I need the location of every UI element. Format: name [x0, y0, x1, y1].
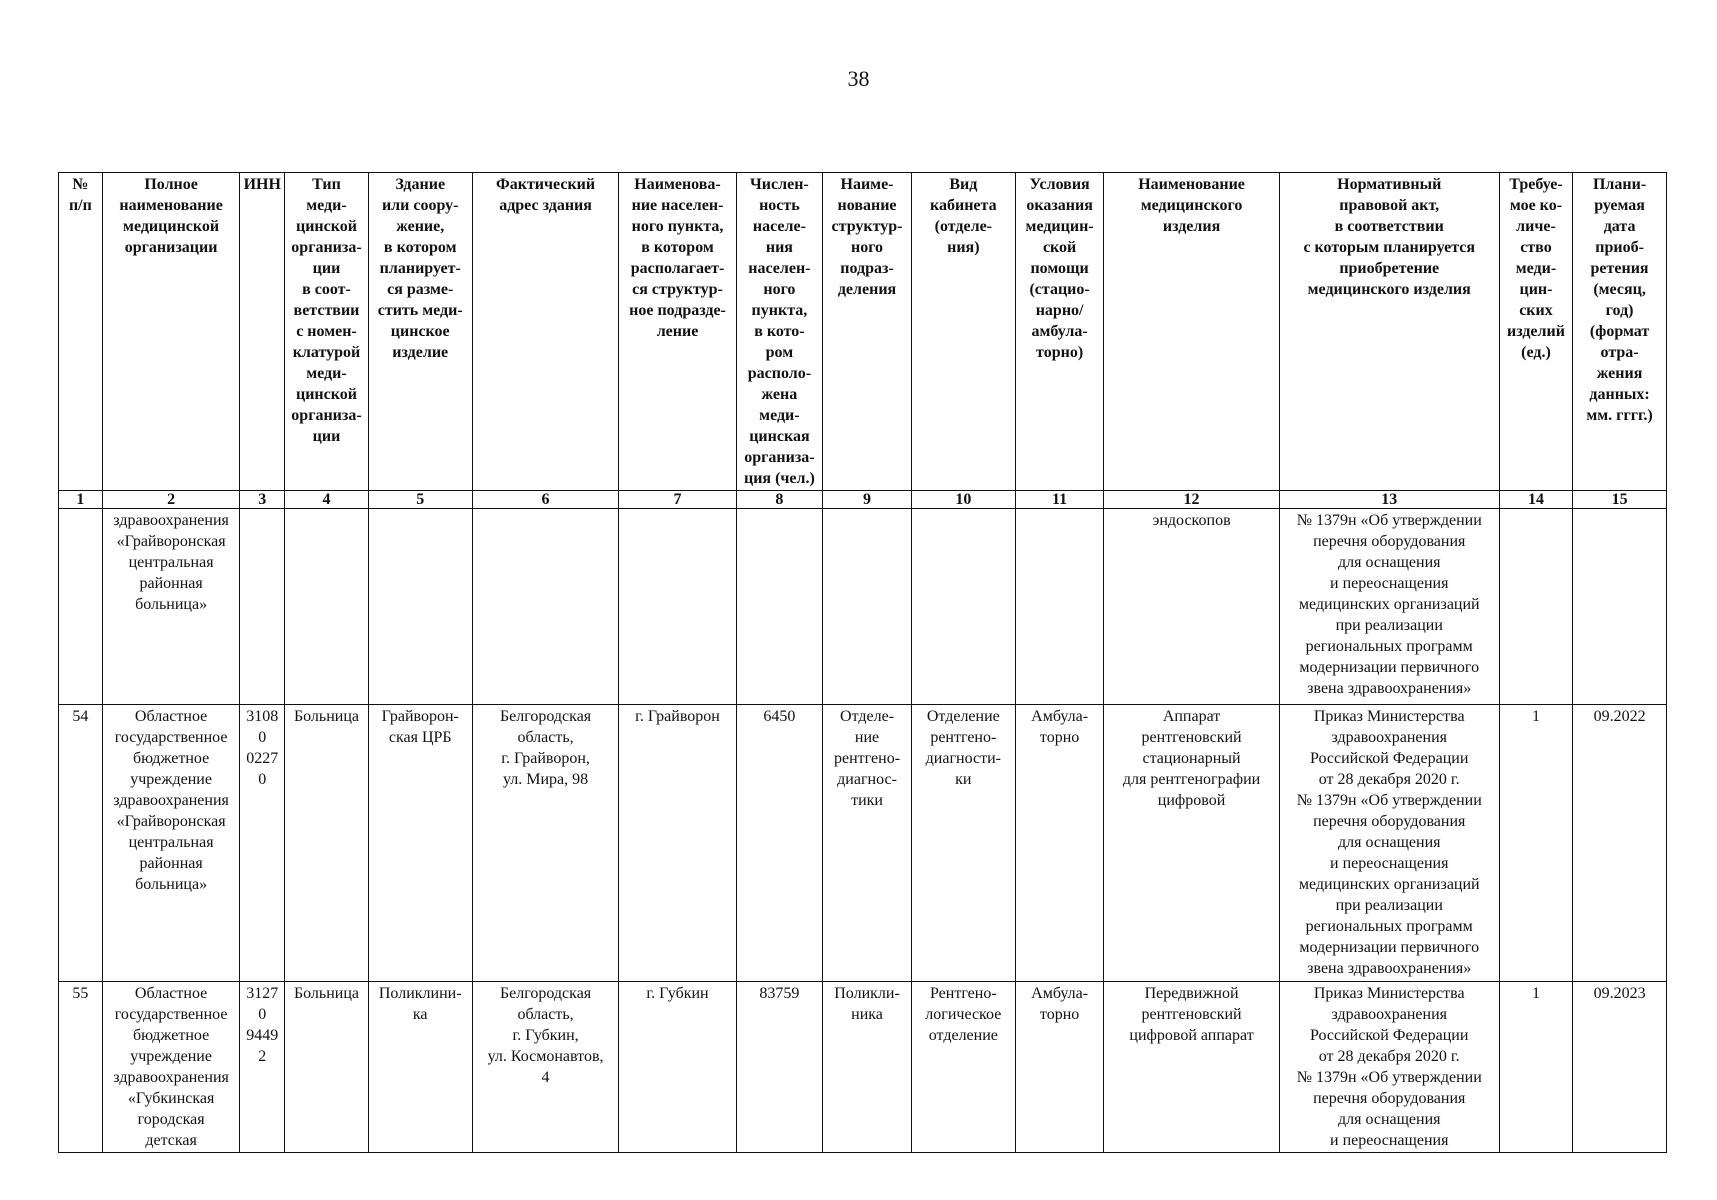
- table-cell: Областное государственное бюджетное учреждение здравоохранения «Губкинская городская детская: [102, 982, 240, 1153]
- table-cell: [368, 509, 472, 705]
- column-number: 12: [1104, 491, 1279, 509]
- table-cell: [736, 509, 823, 705]
- column-header: Наиме- нование структур- ного подраз- деления: [823, 173, 912, 491]
- table-cell: 31270 94492: [240, 982, 285, 1153]
- table-cell: эндоскопов: [1104, 509, 1279, 705]
- column-number: 2: [102, 491, 240, 509]
- table-row: [59, 705, 1667, 982]
- column-header: № п/п: [59, 173, 103, 491]
- table-cell: 1: [1499, 982, 1572, 1153]
- table-cell: [619, 509, 736, 705]
- table-cell: 83759: [736, 982, 823, 1153]
- table-cell: Грайворон- ская ЦРБ: [368, 705, 472, 982]
- table-cell: Больница: [285, 705, 369, 982]
- column-number: 11: [1015, 491, 1104, 509]
- table-row: [59, 982, 1667, 1153]
- table-cell: Больница: [285, 982, 369, 1153]
- column-number: 3: [240, 491, 285, 509]
- column-header: Фактический адрес здания: [472, 173, 619, 491]
- table-cell: здравоохранения «Грайворонская центральная районная больница»: [102, 509, 240, 705]
- table-cell: Амбула- торно: [1015, 705, 1104, 982]
- table-cell: 09.2023: [1573, 982, 1667, 1153]
- column-header: Числен- ность населе- ния населен- ного пункта, в кото- ром располо- жена меди- цинская организа- ция (чел.): [736, 173, 823, 491]
- column-number: 4: [285, 491, 369, 509]
- column-header: Плани- руемая дата приоб- ретения (месяц, год) (формат отра- жения данных: мм. гггг.): [1573, 173, 1667, 491]
- column-number: 6: [472, 491, 619, 509]
- column-header: Условия оказания медицин- ской помощи (стацио- нарно/ амбула- торно): [1015, 173, 1104, 491]
- table-cell: 54: [59, 705, 103, 982]
- table-cell: Белгородская область, г. Губкин, ул. Космонавтов, 4: [472, 982, 619, 1153]
- column-header: Здание или соору- жение, в котором планирует- ся разме- стить меди- цинское изделие: [368, 173, 472, 491]
- table-cell: [240, 509, 285, 705]
- column-header: Требуе- мое ко- личе- ство меди- цин- ских изделий (ед.): [1499, 173, 1572, 491]
- column-header: Вид кабинета (отделе- ния): [911, 173, 1015, 491]
- table-cell: 1: [1499, 705, 1572, 982]
- table-cell: Поликли- ника: [823, 982, 912, 1153]
- column-header: Наименова- ние населен- ного пункта, в котором располагает- ся структур- ное подразде- ление: [619, 173, 736, 491]
- column-number: 10: [911, 491, 1015, 509]
- table-cell: 6450: [736, 705, 823, 982]
- table-cell: [1015, 509, 1104, 705]
- table-cell: [1499, 509, 1572, 705]
- table-cell: Передвижной рентгеновский цифровой аппарат: [1104, 982, 1279, 1153]
- table-cell: г. Грайворон: [619, 705, 736, 982]
- column-header: Тип меди- цинской организа- ции в соот- ветствии с номен- клатурой меди- цинской организа- ции: [285, 173, 369, 491]
- table-header-row: [59, 173, 1667, 491]
- table-cell: [823, 509, 912, 705]
- table-cell: Рентгено- логическое отделение: [911, 982, 1015, 1153]
- table-cell: [1573, 509, 1667, 705]
- table-cell: Приказ Министерства здравоохранения Российской Федерации от 28 декабря 2020 г. № 1379н «Об утверждении перечня оборудования для оснащения и переоснащения медицинских организаций при реализации региональных программ модернизации первичного звена здравоохранения»: [1279, 705, 1499, 982]
- table-cell: [59, 509, 103, 705]
- table-cell: Отделе- ние рентгено- диагнос- тики: [823, 705, 912, 982]
- column-number: 5: [368, 491, 472, 509]
- table-cell: Поликлини- ка: [368, 982, 472, 1153]
- table-cell: Аппарат рентгеновский стационарный для рентгенографии цифровой: [1104, 705, 1279, 982]
- page-number: 38: [847, 66, 870, 91]
- column-number: 14: [1499, 491, 1572, 509]
- table-cell: Амбула- торно: [1015, 982, 1104, 1153]
- table-cell: Областное государственное бюджетное учреждение здравоохранения «Грайворонская центральная районная больница»: [102, 705, 240, 982]
- column-number: 1: [59, 491, 103, 509]
- equipment-table: [58, 172, 1667, 1153]
- column-number: 7: [619, 491, 736, 509]
- column-header: ИНН: [240, 173, 285, 491]
- column-header: Нормативный правовой акт, в соответствии с которым планируется приобретение медицинского изделия: [1279, 173, 1499, 491]
- column-header: Наименование медицинского изделия: [1104, 173, 1279, 491]
- column-number: 15: [1573, 491, 1667, 509]
- column-number: 9: [823, 491, 912, 509]
- table-row: [59, 509, 1667, 705]
- table-cell: 31080 02270: [240, 705, 285, 982]
- table-cell: г. Губкин: [619, 982, 736, 1153]
- table-cell: [911, 509, 1015, 705]
- column-header: Полное наименование медицинской организации: [102, 173, 240, 491]
- table-cell: 09.2022: [1573, 705, 1667, 982]
- column-number: 13: [1279, 491, 1499, 509]
- table-cell: [285, 509, 369, 705]
- table-cell: № 1379н «Об утверждении перечня оборудования для оснащения и переоснащения медицинских организаций при реализации региональных программ модернизации первичного звена здравоохранения»: [1279, 509, 1499, 705]
- column-number-row: [59, 491, 1667, 509]
- table-cell: 55: [59, 982, 103, 1153]
- table-cell: Отделение рентгено- диагности- ки: [911, 705, 1015, 982]
- column-number: 8: [736, 491, 823, 509]
- table-cell: Белгородская область, г. Грайворон, ул. Мира, 98: [472, 705, 619, 982]
- table-cell: Приказ Министерства здравоохранения Российской Федерации от 28 декабря 2020 г. № 1379н «Об утверждении перечня оборудования для оснащения и переоснащения: [1279, 982, 1499, 1153]
- table-cell: [472, 509, 619, 705]
